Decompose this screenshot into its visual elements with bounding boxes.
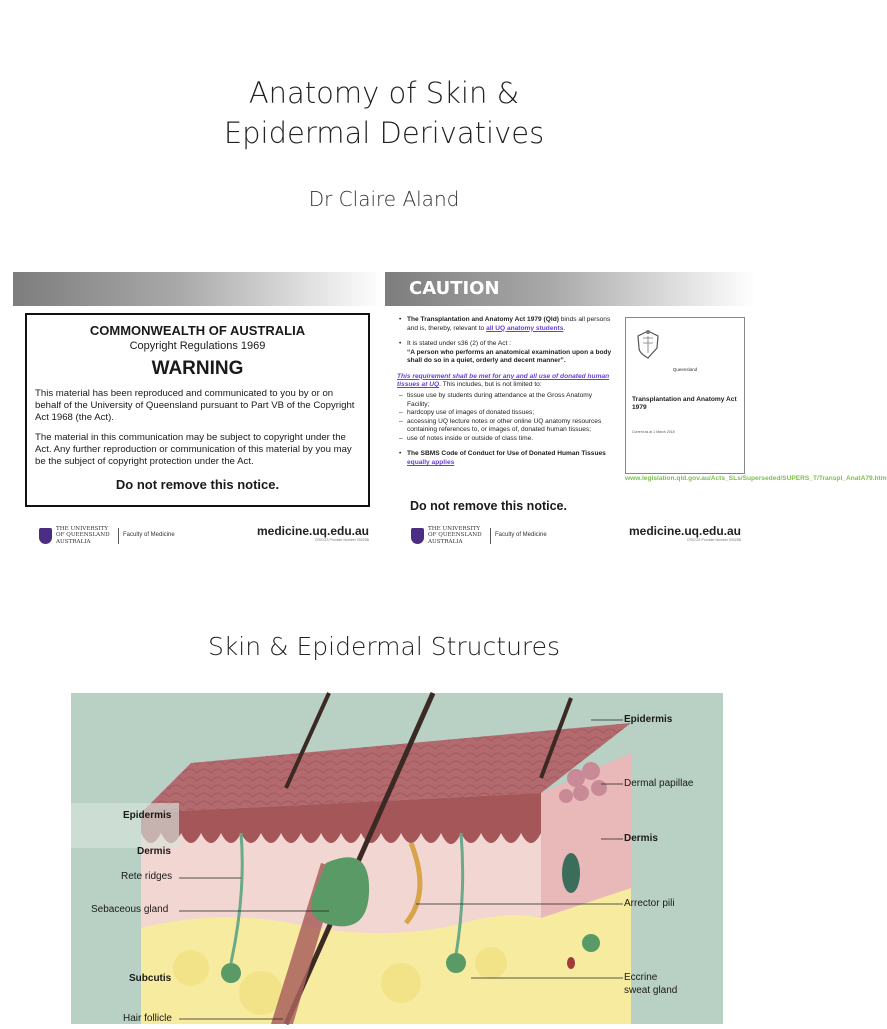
- uq-students-link[interactable]: all UQ anatomy students: [486, 324, 564, 332]
- copyright-slide: [13, 272, 383, 550]
- caution-bullet-1: • The Transplantation and Anatomy Act 1979 (Qld) binds all persons and is, thereby, relevant to all UQ anatomy students.: [397, 316, 615, 333]
- dash-item: – use of notes inside or outside of class time.: [397, 435, 615, 444]
- cricos-number: CRICOS Provider Number 00025B: [686, 538, 741, 542]
- copyright-subheading: Copyright Regulations 1969: [129, 340, 266, 352]
- cricos-number: CRICOS Provider Number 00025B: [314, 538, 369, 542]
- document-author: Dr Claire Aland: [308, 187, 460, 211]
- logo-divider: [490, 528, 491, 544]
- caution-title: CAUTION: [409, 278, 500, 299]
- slide-footer: [13, 520, 383, 550]
- uq-logo: [39, 526, 175, 545]
- uq-name: THE UNIVERSITY OF QUEENSLAND AUSTRALIA: [428, 526, 482, 545]
- uq-name: THE UNIVERSITY OF QUEENSLAND AUSTRALIA: [56, 526, 110, 545]
- bullet-2-text: It is stated under s36 (2) of the Act :: [407, 340, 512, 348]
- label-dermal-papillae: Dermal papillae: [624, 778, 694, 789]
- label-sebaceous-gland: Sebaceous gland: [91, 904, 169, 915]
- caution-bullet-4: [397, 450, 615, 467]
- copyright-paragraph-1: This material has been reproduced and communicated to you by or on behalf of the University of Queensland pursuant to Part VB of the Copyright Act 1968 (the Act).: [35, 388, 355, 423]
- copyright-heading: COMMONWEALTH OF AUSTRALIA: [89, 323, 306, 338]
- label-epidermis-left: Epidermis: [123, 810, 172, 821]
- dash-item: – hardcopy use of images of donated tissues;: [397, 409, 615, 418]
- copyright-warning-box: [25, 313, 370, 507]
- document-title-line-1: Anatomy of Skin &: [248, 76, 520, 110]
- label-subcutis: Subcutis: [129, 973, 172, 984]
- caution-bullets: [397, 316, 615, 474]
- logo-divider: [118, 528, 119, 544]
- caution-bullet-2: [397, 340, 615, 366]
- caution-slide: [385, 272, 887, 550]
- legislation-url[interactable]: www.legislation.qld.gov.au/Acts_SLs/Superseded/SUPERS_T/TranspI_AnatA79.htm: [625, 475, 887, 482]
- caution-bullet-3: [397, 373, 615, 390]
- label-eccrine: Eccrine: [624, 972, 658, 983]
- legislation-cover: [625, 317, 745, 474]
- uq-logo: [411, 526, 547, 545]
- bullet-1-text: binds all persons and is, thereby, relevant to: [407, 316, 611, 332]
- warning-title: WARNING: [151, 358, 244, 379]
- label-sweat-gland: sweat gland: [624, 985, 678, 996]
- dash-item: – tissue use by students during attendance at the Gross Anatomy Facility;: [397, 392, 615, 409]
- uq-crest-icon: [411, 528, 424, 544]
- bullet-3-text: . This includes, but is not limited to:: [439, 381, 542, 389]
- label-hair-follicle: Hair follicle: [123, 1013, 172, 1024]
- slide-header-bar: [385, 272, 755, 306]
- equally-applies-link[interactable]: equally applies: [407, 458, 455, 466]
- website-link[interactable]: medicine.uq.edu.au: [256, 524, 369, 538]
- label-dermis-left: Dermis: [137, 846, 171, 857]
- requirement-link[interactable]: This requirement shall be met for any and all use of donated human tissues at UQ: [397, 372, 610, 389]
- card-title: Transplantation and Anatomy Act 1979: [632, 396, 737, 411]
- bullet-4-text: The SBMS Code of Conduct for Use of Donated Human Tissues: [407, 450, 606, 458]
- slide-footer: [385, 520, 755, 550]
- do-not-remove-notice: Do not remove this notice.: [115, 476, 280, 492]
- section-title: Skin & Epidermal Structures: [207, 632, 561, 661]
- act-quote: “A person who performs an anatomical examination upon a body shall do so in a quiet, orderly and decent manner”.: [407, 348, 612, 365]
- website-link[interactable]: medicine.uq.edu.au: [628, 524, 741, 538]
- slide-header-bar: [13, 272, 383, 306]
- card-date: Current as at 1 March 2018: [632, 429, 675, 434]
- document-title-line-2: Epidermal Derivatives: [223, 116, 545, 150]
- label-epidermis-top: Epidermis: [624, 714, 673, 725]
- uq-crest-icon: [39, 528, 52, 544]
- copyright-paragraph-2: The material in this communication may be subject to copyright under the Act. Any further reproduction or communication of this material by you may be the subject of copyright protection under the Act.: [35, 431, 352, 467]
- label-rete-ridges: Rete ridges: [121, 871, 173, 882]
- skin-cross-section-diagram: [71, 693, 723, 1024]
- label-dermis-right: Dermis: [624, 833, 658, 844]
- label-arrector-pili: Arrector pili: [624, 898, 675, 909]
- do-not-remove-notice: Do not remove this notice.: [410, 499, 567, 513]
- act-name: The Transplantation and Anatomy Act 1979 (Qld): [407, 316, 559, 323]
- faculty-name: Faculty of Medicine: [123, 532, 175, 539]
- card-state: Queensland: [672, 367, 698, 372]
- dash-item: – accessing UQ lecture notes or other online UQ anatomy resources containing references to, or images of, donated human tissues;: [397, 418, 615, 435]
- queensland-crest-icon: [632, 328, 664, 362]
- faculty-name: Faculty of Medicine: [495, 532, 547, 539]
